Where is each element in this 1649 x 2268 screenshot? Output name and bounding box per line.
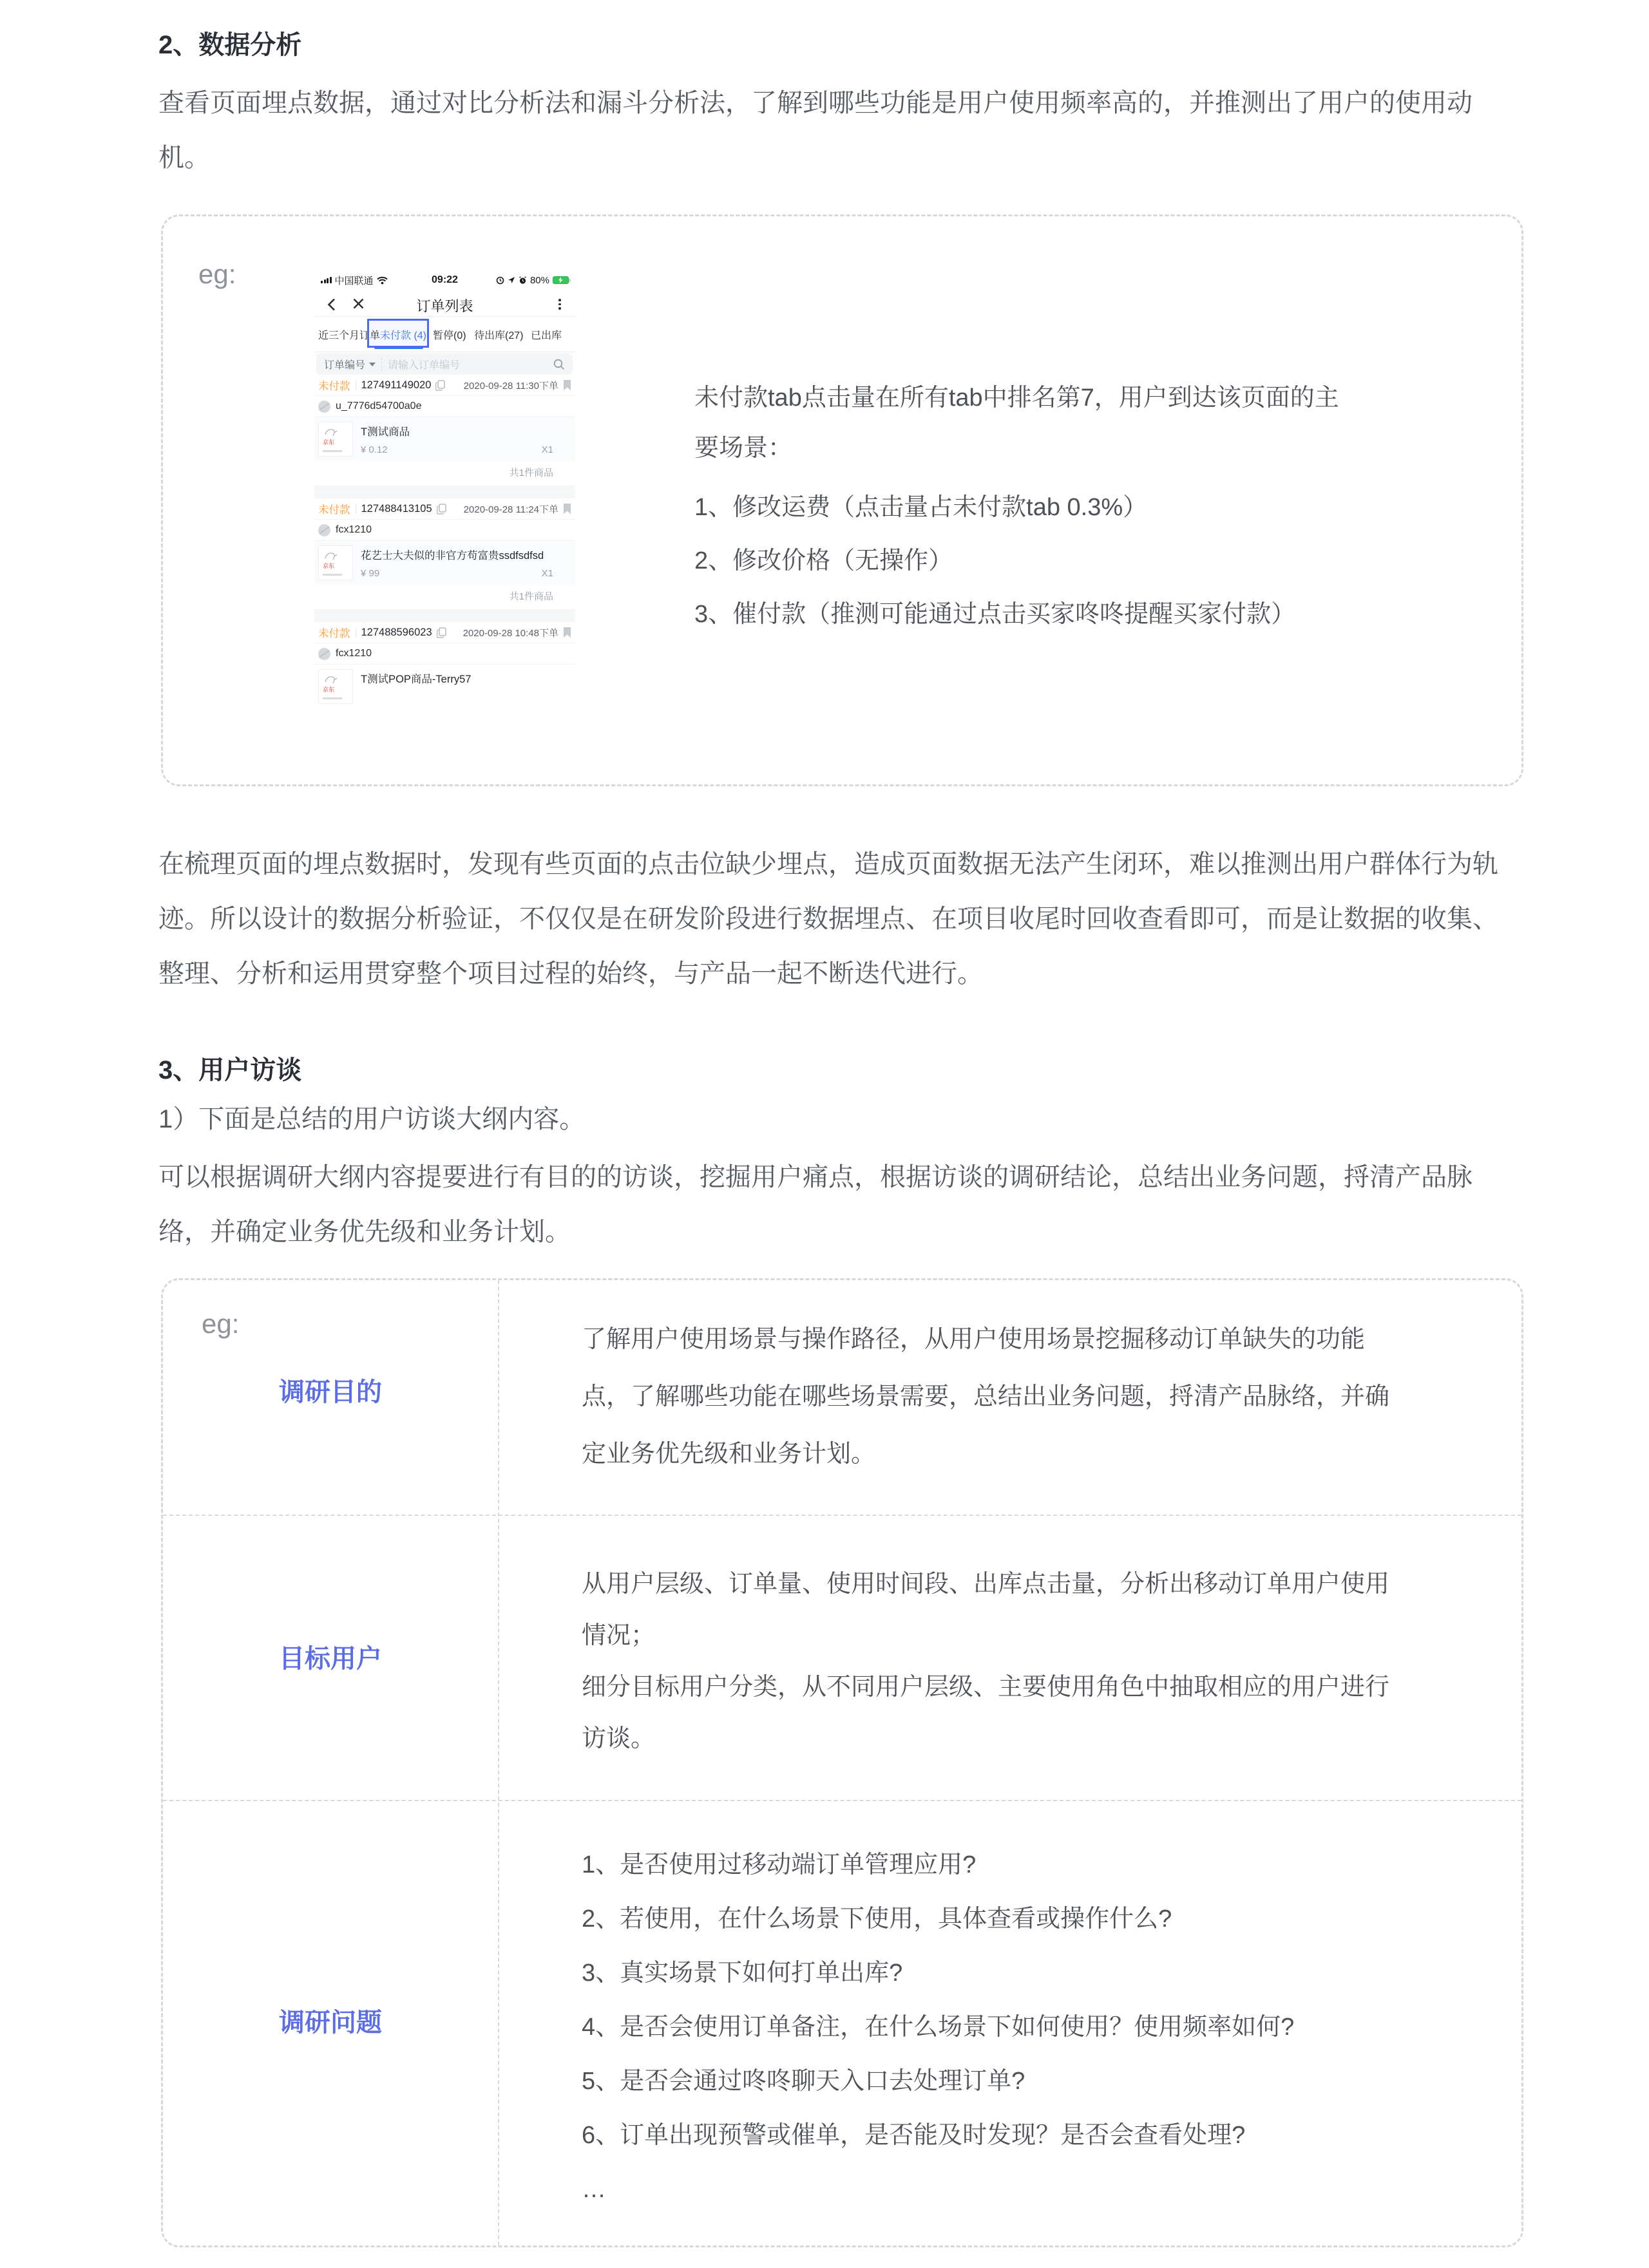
chevron-down-icon	[369, 363, 376, 366]
row-label-questions: 调研问题	[279, 2008, 382, 2037]
product-qty: X1	[541, 568, 553, 579]
content-paragraph: 了解用户使用场景与操作路径，从用户使用场景挖掘移动订单缺失的功能点，了解哪些功能在哪些场景需要，总结出业务问题，捋清产品脉络，并确定业务优先级和业务计划。	[582, 1326, 1390, 1468]
avatar	[318, 401, 330, 413]
order-card	[314, 622, 575, 708]
avatar	[318, 648, 330, 660]
alarm-icon	[519, 276, 527, 285]
copy-icon	[437, 504, 446, 515]
question-item: 1、是否使用过移动端订单管理应用?	[582, 1851, 977, 1878]
annotation-intro-line2: 要场景：	[694, 435, 793, 462]
phone-tab-bar	[314, 317, 575, 352]
thumb-caption-bar	[323, 450, 342, 452]
section-2-heading: 2、数据分析	[158, 31, 302, 59]
order-date: 2020-09-28 10:48下单	[462, 627, 558, 639]
product-title: 花艺士大夫似的非官方苟富贵ssdfsdfsd	[361, 550, 544, 562]
product-price: ¥ 99	[361, 568, 380, 579]
buyer-name: fcx1210	[336, 524, 372, 535]
annotation-intro-line1: 未付款tab点击量在所有tab中排名第7，用户到达该页面的主	[694, 384, 1339, 411]
battery-percent: 80%	[529, 274, 549, 286]
order-id: 127488413105	[361, 502, 432, 515]
analysis-annotation	[694, 373, 1512, 641]
table-row-divider	[163, 1800, 1521, 1801]
product-image	[318, 669, 353, 704]
order-card	[314, 498, 575, 609]
tab-to-ship: 待出库(27)	[474, 330, 524, 341]
row-content-questions	[582, 1838, 1413, 2216]
order-card	[314, 375, 575, 486]
tab-paused: 暂停(0)	[433, 330, 466, 341]
search-icon	[553, 359, 573, 370]
content-paragraph: 从用户层级、订单量、使用时间段、出库点击量，分析出移动订单用户使用情况；	[582, 1571, 1390, 1649]
bookmark-icon	[563, 380, 571, 391]
product-title: T测试POP商品-Terry57	[361, 674, 472, 685]
tab-recent-orders: 近三个月订单	[318, 330, 381, 341]
question-item: 5、是否会通过咚咚聊天入口去处理订单?	[582, 2068, 1025, 2095]
bookmark-icon	[563, 504, 571, 515]
order-status-tag: 未付款	[318, 381, 350, 392]
thumb-caption-bar	[323, 697, 342, 699]
jd-logo: 京东	[323, 563, 335, 569]
product-image	[318, 545, 353, 580]
section-band	[314, 609, 575, 622]
row-content-target-users	[582, 1558, 1413, 1764]
order-date: 2020-09-28 11:24下单	[463, 504, 558, 515]
jd-logo: 京东	[323, 439, 335, 446]
tab-unpaid: 未付款 (4)	[380, 330, 427, 341]
product-image	[318, 422, 353, 457]
search-placeholder: 请输入订单编号	[388, 360, 461, 371]
order-list	[314, 375, 575, 708]
annotation-item: 2、修改价格（无操作）	[694, 547, 953, 574]
annotation-item: 3、催付款（推测可能通过点击买家咚咚提醒买家付款）	[694, 601, 1296, 628]
buyer-name: fcx1210	[336, 648, 372, 659]
location-icon	[508, 276, 515, 284]
thumb-caption-bar	[323, 574, 342, 576]
table-column-divider	[498, 1280, 499, 2245]
mid-paragraph: 在梳理页面的埋点数据时，发现有些页面的点击位缺少埋点，造成页面数据无法产生闭环，难以推测出用户群体行为轨迹。所以设计的数据分析验证，不仅仅是在研发阶段进行数据埋点、在项目收尾时回收查看即可，而是让数据的收集、整理、分析和运用贯穿整个项目过程的始终，与产品一起不断迭代进行。	[158, 850, 1498, 988]
product-title: T测试商品	[361, 426, 410, 438]
order-id: 127491149020	[361, 379, 432, 391]
row-label-purpose: 调研目的	[279, 1378, 382, 1406]
question-item: 4、是否会使用订单备注，在什么场景下如何使用？使用频率如何?	[582, 2014, 1295, 2041]
question-item: 3、真实场景下如何打单出库?	[582, 1960, 903, 1987]
carrier-label: 中国联通	[334, 275, 374, 287]
question-item: …	[582, 2176, 606, 2203]
search-filter-label: 订单编号	[324, 360, 366, 371]
question-item: 2、若使用，在什么场景下使用，具体查看或操作什么?	[582, 1905, 1172, 1933]
section-2-paragraph: 查看页面埋点数据，通过对比分析法和漏斗分析法，了解到哪些功能是用户使用频率高的，并推测出了用户的使用动机。	[158, 89, 1473, 172]
order-total: 共1件商品	[509, 468, 553, 478]
order-total: 共1件商品	[509, 591, 553, 602]
section-3-paragraph: 可以根据调研大纲内容提要进行有目的的访谈，挖掘用户痛点，根据访谈的调研结论，总结出业务问题，捋清产品脉络，并确定业务优先级和业务计划。	[158, 1163, 1473, 1246]
order-id: 127488596023	[361, 626, 432, 638]
order-status-tag: 未付款	[318, 628, 350, 639]
rotation-lock-icon	[496, 276, 504, 285]
copy-icon	[437, 627, 446, 638]
example-box-data-analysis	[161, 214, 1523, 786]
annotation-item: 1、修改运费（点击量占未付款tab 0.3%）	[694, 494, 1148, 521]
order-status-tag: 未付款	[318, 504, 350, 516]
more-icon	[558, 297, 561, 312]
example-box-interview-outline	[161, 1278, 1523, 2247]
phone-nav-bar	[314, 292, 575, 316]
order-date: 2020-09-28 11:30下单	[463, 380, 558, 392]
eg-label: eg:	[198, 259, 236, 289]
question-item: 6、订单出现预警或催单，是否能及时发现？是否会查看处理?	[582, 2122, 1246, 2149]
status-time: 09:22	[432, 274, 458, 285]
avatar	[318, 524, 330, 536]
battery-icon	[553, 276, 569, 284]
phone-status-bar	[314, 269, 575, 292]
order-search-bar	[316, 354, 573, 375]
section-3-subtitle: 1）下面是总结的用户访谈大纲内容。	[158, 1105, 586, 1133]
phone-page-title: 订单列表	[416, 298, 473, 314]
search-filter-dropdown	[316, 357, 376, 372]
row-label-target-users: 目标用户	[279, 1645, 382, 1673]
content-paragraph: 细分目标用户分类，从不同用户层级、主要使用角色中抽取相应的用户进行访谈。	[582, 1674, 1390, 1752]
section-band	[314, 486, 575, 498]
tab-shipped: 已出库	[531, 330, 562, 341]
row-content-purpose	[582, 1311, 1413, 1483]
phone-screenshot	[314, 269, 575, 735]
product-price: ¥ 0.12	[361, 444, 388, 455]
eg-label: eg:	[202, 1309, 240, 1339]
section-3-heading: 3、用户访谈	[158, 1056, 302, 1084]
product-qty: X1	[541, 444, 553, 455]
bookmark-icon	[563, 627, 571, 638]
annotation-highlight-rect	[367, 319, 429, 348]
buyer-name: u_7776d54700a0e	[336, 401, 422, 411]
divider	[381, 358, 382, 371]
table-row-divider	[163, 1515, 1521, 1516]
jd-logo: 京东	[323, 686, 335, 693]
copy-icon	[435, 380, 445, 391]
